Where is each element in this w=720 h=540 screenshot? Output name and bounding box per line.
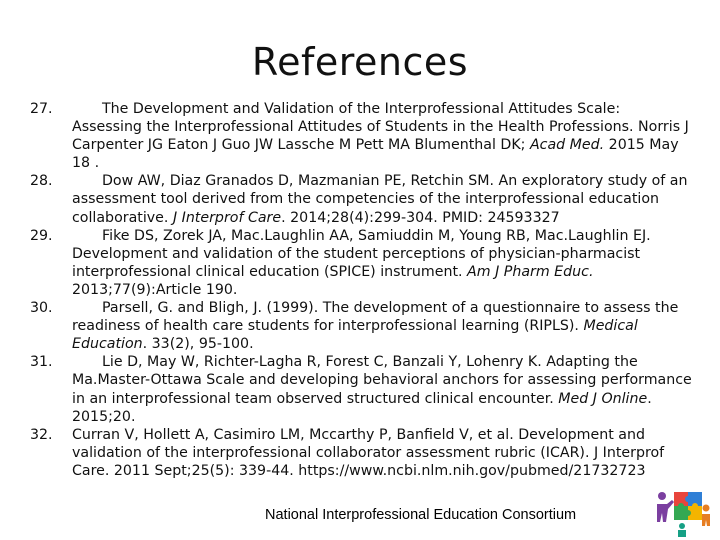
reference-item-27 [30, 100, 695, 172]
reference-item-30 [30, 299, 695, 353]
puzzle-figure-logo-icon [652, 482, 712, 537]
reference-text: Curran V, Hollett A, Casimiro LM, Mccarthy P, Banfield V, et al. Development and validation of the interprofessional collaborator assessment rubric (ICAR). J Interprof Care. 2011 Sept;25(5): 339-44. https://www.ncbi.nlm.nih.gov/pubmed/21732723 [72, 426, 665, 479]
reference-body [72, 100, 692, 172]
reference-journal: Am J Pharm Educ. [467, 263, 594, 280]
reference-text: Dow AW, Diaz Granados D, Mazmanian PE, Retchin SM. An exploratory study of an assessment tool derived from the competencies of the interprofessional education collaborative. [72, 173, 688, 226]
reference-number: 28. [30, 173, 53, 190]
reference-journal: J Interprof Care [172, 209, 282, 226]
reference-tail: . 33(2), 95-100. [142, 336, 254, 353]
reference-number: 29. [30, 227, 53, 244]
reference-tail: 2013;77(9):Article 190. [72, 281, 238, 298]
reference-number: 27. [30, 101, 53, 117]
reference-number: 31. [30, 354, 53, 371]
reference-body [72, 299, 692, 353]
reference-item-31 [30, 353, 695, 425]
reference-text: Lie D, May W, Richter-Lagha R, Forest C, Banzali Y, Lohenry K. Adapting the Ma.Master-Ottawa Scale and developing behavioral anchors for assessing performance in an interprofessional team observed structured clinical encounter. [72, 354, 692, 407]
page-title: References [251, 40, 469, 84]
reference-item-32 [30, 426, 695, 480]
reference-body [72, 172, 692, 226]
reference-list [30, 100, 695, 480]
reference-tail: 2015 May 18 . [72, 137, 679, 172]
reference-body [72, 353, 692, 425]
reference-text: The Development and Validation of the Interprofessional Attitudes Scale: Assessing the Interprofessional Attitudes of Students in the Health Professions. Norris J Carpenter JG Eaton J Guo JW Lassche M Pett MA Blumenthal DK; [72, 101, 689, 154]
footer-org-name: National Interprofessional Education Consortium [265, 507, 577, 523]
reference-tail: . 2014;28(4):299-304. PMID: 24593327 [281, 209, 560, 226]
reference-number: 32. [30, 426, 53, 443]
reference-journal: Acad Med. [529, 137, 605, 154]
reference-number: 30. [30, 300, 53, 317]
reference-text: Parsell, G. and Bligh, J. (1999). The development of a questionnaire to assess the readiness of health care students for interprofessional learning (RIPLS). [72, 300, 679, 335]
reference-item-28 [30, 172, 695, 226]
reference-tail: . 2015;20. [72, 390, 652, 425]
reference-body [72, 227, 692, 299]
reference-item-29 [30, 227, 695, 299]
reference-body [72, 426, 692, 480]
reference-journal: Med J Online [558, 390, 648, 407]
reference-journal: Medical Education [72, 318, 638, 353]
reference-text: Fike DS, Zorek JA, Mac.Laughlin AA, Samiuddin M, Young RB, Mac.Laughlin EJ. Development and validation of the student perceptions of physician-pharmacist interprofessional clinical education (SPICE) instrument. [72, 227, 651, 280]
